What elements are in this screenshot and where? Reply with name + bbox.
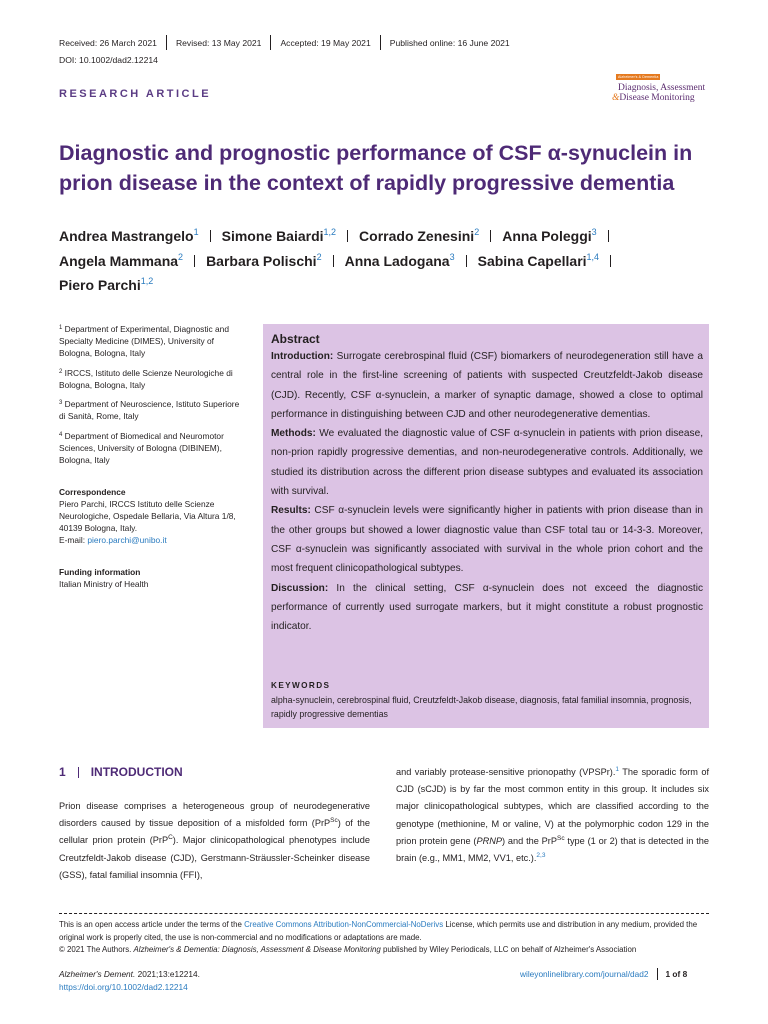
footer-separator	[657, 968, 658, 980]
abstract-introduction	[271, 347, 703, 424]
license-text: License, which permits use and distribution in any medium, provided the original work is properly cited, the use is non-commercial and no modifications or adaptations are made.	[59, 920, 698, 942]
author-name[interactable]: Barbara Polischi	[206, 252, 317, 269]
author-affiliation[interactable]: 1,4	[586, 251, 600, 262]
funding-heading: Funding information	[59, 567, 141, 577]
abstract-heading: Abstract	[271, 332, 320, 346]
section-title: INTRODUCTION	[90, 765, 183, 779]
publication-dates	[59, 35, 510, 50]
journal-name-line2-text: Disease Monitoring	[619, 93, 695, 103]
author-affiliation[interactable]: 2	[474, 227, 480, 237]
section-separator	[78, 767, 79, 778]
abstract-section-text: We evaluated the diagnostic value of CSF α-synuclein in patients with prion disease, non-prion rapidly progressive dementias, and non-neurodegenerative controls. Additionally, we studied its distribution across the different prion disease subtypes and evaluated its association with survival.	[271, 428, 703, 498]
abstract-section-text: Surrogate cerebrospinal fluid (CSF) biomarkers of neurodegeneration still have a central role in the first-line screening of patients with suspected Creutzfeldt-Jakob disease (CJD). Recently, CSF α-synuclein, a marker of synaptic damage, showed a close to optimal performance in distinguishing between CJD and other neurodegenerative dementias.	[271, 351, 703, 420]
superscript: C	[168, 834, 173, 842]
author-name[interactable]: Anna Poleggi	[502, 228, 592, 244]
body-text: ). Major clinicopathological phenotypes include Creutzfeldt-Jakob disease (CJD), Gerstmann-Sträussler-Scheinker disease (GSS), fatal familial insomnia (FFI),	[59, 835, 370, 880]
body-paragraph-1	[59, 798, 370, 884]
article-type: RESEARCH ARTICLE	[59, 88, 212, 100]
journal-name-line2	[612, 93, 712, 103]
article-title: Diagnostic and prognostic performance of CSF α-synuclein in prion disease in the context of rapidly progressive dementia	[59, 141, 693, 195]
body-text: Prion disease comprises a heterogeneous group of neurodegenerative disorders caused by tissue deposition of a misfolded form (PrP	[59, 801, 370, 829]
correspondence-heading: Correspondence	[59, 487, 126, 497]
author-separator	[333, 255, 334, 267]
abstract-methods	[271, 424, 703, 501]
footer-citation	[59, 968, 200, 993]
abstract-results	[271, 501, 703, 578]
journal-badge: Alzheimer's & Dementia	[618, 75, 659, 79]
license-notice	[59, 919, 711, 957]
abstract-section-text: CSF α-synuclein levels were significantly higher in patients with prion disease than in the other groups but showed a lower diagnostic value than CSF total tau or 14-3-3. Moreover, CSF α-synuclein was significantly associated with survival in the whole prion cohort and the most frequent clinicopathological subtypes.	[271, 505, 703, 575]
author-separator	[347, 230, 348, 242]
body-text: The sporadic form of CJD (sCJD) is by far the most common entity in this group. It includes six major clinicopathological subtypes, which are classified according to the genotype (methionine, M or valine, V) at the polymorphic codon 129 in the prion protein gene (	[396, 767, 709, 846]
author-name[interactable]: Angela Mammana	[59, 252, 179, 269]
license-text: This is an open access article under the terms of the	[59, 920, 245, 929]
reference-link[interactable]: 2,3	[536, 852, 546, 860]
journal-ampersand: &	[612, 93, 620, 103]
affiliation-3	[59, 398, 244, 422]
keywords-list: alpha-synuclein, cerebrospinal fluid, Creutzfeldt-Jakob disease, diagnosis, fatal familial insomnia, prognosis, rapidly progressive dementias	[271, 695, 692, 719]
author-affiliation[interactable]: 1	[193, 227, 199, 237]
affiliation-text: Department of Biomedical and Neuromotor Sciences, University of Bologna (DIBINEM), Bologna, Italy	[59, 431, 224, 465]
citation-volume: 2021;13:e12214.	[135, 969, 200, 979]
author-affiliation[interactable]: 1,2	[140, 276, 154, 286]
article-doi: DOI: 10.1002/dad2.12214	[59, 55, 158, 65]
affiliation-number: 1	[59, 325, 63, 331]
author-affiliation[interactable]: 2	[178, 251, 184, 262]
author-separator	[608, 230, 609, 242]
abstract-discussion	[271, 579, 703, 637]
author-name[interactable]: Andrea Mastrangelo	[59, 228, 194, 244]
email-label: E-mail:	[59, 535, 88, 545]
author-affiliation[interactable]: 2	[316, 251, 322, 262]
author-separator	[610, 255, 611, 267]
author-separator	[210, 230, 211, 242]
section-number: 1	[59, 765, 66, 779]
page-number: 1 of 8	[665, 969, 688, 979]
correspondence-email-line	[59, 534, 244, 546]
revised-date: Revised: 13 May 2021	[175, 37, 262, 48]
abstract-section-label: Discussion:	[271, 582, 329, 594]
body-text: ) and the PrP	[502, 835, 557, 846]
published-date: Published online: 16 June 2021	[389, 37, 510, 48]
license-line-1	[59, 919, 711, 944]
body-text: type (1 or 2) that is detected in the brain (e.g., MM1, MM2, VV1, etc.).	[396, 835, 709, 864]
author-name[interactable]: Simone Baiardi	[221, 228, 324, 244]
affiliation-number: 3	[59, 400, 63, 406]
author-affiliation[interactable]: 3	[591, 227, 597, 237]
author-separator	[466, 255, 467, 267]
affiliation-number: 2	[59, 369, 63, 375]
author-separator	[490, 230, 491, 242]
copyright-text: published by Wiley Periodicals, LLC on behalf of Alzheimer's Association	[380, 945, 637, 954]
abstract-section-text: In the clinical setting, CSF α-synuclein does not exceed the diagnostic performance of currently used surrogate markers, but it might constitute a robust prognostic indicator.	[271, 582, 703, 633]
abstract-section-label: Methods:	[271, 428, 316, 440]
citation-line	[59, 968, 200, 981]
footer-right	[520, 968, 687, 980]
journal-site-link[interactable]: wileyonlinelibrary.com/journal/dad2	[520, 969, 649, 979]
affiliation-text: IRCCS, Istituto delle Scienze Neurologiche di Bologna, Bologna, Italy	[59, 368, 233, 390]
author-name[interactable]: Piero Parchi	[59, 277, 141, 293]
correspondence-text: Piero Parchi, IRCCS Istituto delle Scienze Neurologiche, Ospedale Bellaria, Via Altura 1/8, 40139 Bologna, Italy.	[59, 499, 236, 533]
email-link[interactable]: piero.parchi@unibo.it	[87, 535, 167, 545]
affiliation-text: Department of Experimental, Diagnostic and Specialty Medicine (DIMES), University of Bologna, Bologna, Italy	[59, 324, 229, 358]
affiliation-2	[59, 367, 244, 391]
superscript: Sc	[330, 817, 338, 825]
received-date: Received: 26 March 2021	[59, 37, 157, 48]
body-paragraph-2	[396, 764, 709, 867]
body-text: and variably protease-sensitive prionopathy (VPSPr).	[396, 767, 616, 777]
author-name[interactable]: Anna Ladogana	[344, 252, 450, 269]
author-separator	[194, 255, 195, 267]
author-affiliation[interactable]: 3	[449, 251, 455, 262]
funding-text: Italian Ministry of Health	[59, 579, 149, 589]
journal-name-line1: Diagnosis, Assessment	[618, 83, 706, 93]
superscript: Sc	[556, 834, 565, 842]
affiliation-1	[59, 323, 244, 359]
abstract-section-label: Results:	[271, 505, 311, 517]
author-list	[59, 224, 719, 298]
citation-journal: Alzheimer's Dement.	[59, 969, 136, 979]
date-separator	[380, 35, 381, 50]
date-separator	[166, 35, 167, 50]
doi-link[interactable]: https://doi.org/10.1002/dad2.12214	[59, 981, 188, 992]
journal-logo[interactable]	[612, 65, 712, 103]
accepted-date: Accepted: 19 May 2021	[280, 37, 371, 48]
abstract-section-label: Introduction:	[271, 351, 334, 362]
gene-name: PRNP	[476, 835, 503, 846]
funding	[59, 566, 244, 590]
author-affiliation[interactable]: 1,2	[323, 227, 337, 237]
journal-name: Alzheimer's & Dementia: Diagnosis, Assessment & Disease Monitoring	[133, 945, 381, 954]
abstract-box	[263, 324, 709, 728]
copyright-text: © 2021 The Authors.	[59, 945, 134, 954]
affiliation-number: 4	[59, 432, 63, 438]
author-name[interactable]: Corrado Zenesini	[359, 228, 475, 244]
body-text: ) of the cellular prion protein (PrP	[59, 818, 370, 846]
keywords-heading: KEYWORDS	[271, 681, 331, 690]
section-heading	[59, 765, 183, 779]
reference-link[interactable]: 1	[615, 766, 619, 773]
license-line-2	[59, 944, 711, 957]
date-separator	[270, 35, 271, 50]
footer-divider	[59, 913, 709, 914]
author-name[interactable]: Sabina Capellari	[477, 252, 587, 269]
license-link[interactable]: Creative Commons Attribution-NonCommercial-NoDerivs	[244, 920, 444, 929]
affiliation-text: Department of Neuroscience, Istituto Superiore di Sanità, Rome, Italy	[59, 399, 240, 421]
abstract-content	[271, 332, 703, 636]
correspondence	[59, 486, 244, 546]
affiliation-4	[59, 430, 244, 466]
